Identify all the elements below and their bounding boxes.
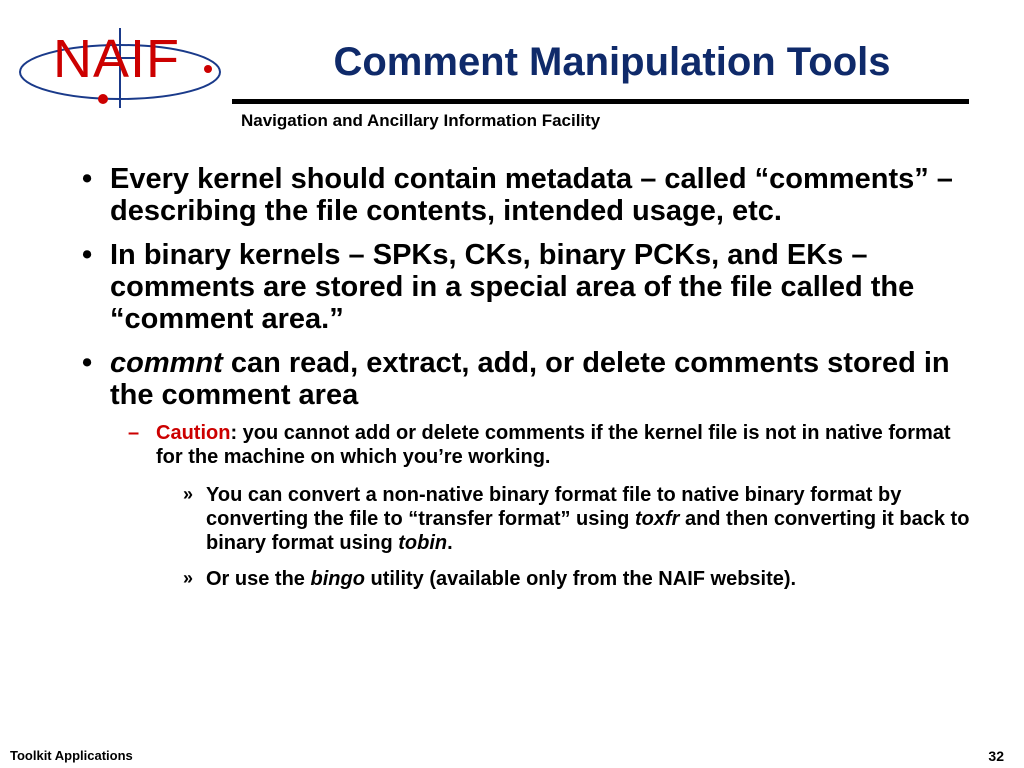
sub-bullet-item <box>70 421 970 469</box>
bullet-marker: • <box>82 239 93 271</box>
slide-content <box>70 163 970 603</box>
bullet-item <box>70 163 970 227</box>
organization-name: Navigation and Ancillary Information Facility <box>241 111 601 130</box>
bullet-text: can read, extract, add, or delete comments stored in the comment area <box>110 347 950 411</box>
sub-sub-bullet-marker: » <box>183 484 194 504</box>
bullet-marker: • <box>82 163 93 195</box>
title-divider <box>232 99 969 104</box>
command-name: tobin <box>398 532 448 554</box>
logo-text: NAIF <box>53 29 181 89</box>
caution-label: Caution <box>156 422 231 444</box>
bullet-text: In binary kernels – SPKs, CKs, binary PCKs, and EKs – comments are stored in a special area of the file called the “comment area.” <box>110 239 915 335</box>
text-part: Or use the <box>206 568 311 590</box>
text-part: You can convert a non-native binary format file to native binary format by converting the file to “transfer format” using <box>206 484 902 530</box>
command-name: commnt <box>110 347 223 379</box>
sub-sub-bullet-item <box>70 567 970 591</box>
bullet-marker: • <box>82 347 93 379</box>
text-part: and then converting it back to binary format using <box>206 508 970 554</box>
command-name: bingo <box>310 568 365 590</box>
sub-bullet-text: : you cannot add or delete comments if the kernel file is not in native format for the machine on which you’re working. <box>156 422 951 468</box>
bullet-item <box>70 347 970 411</box>
sub-sub-bullet-marker: » <box>183 568 194 588</box>
page-number: 32 <box>988 748 1004 764</box>
sub-bullet-marker: – <box>128 422 140 444</box>
bullet-item <box>70 239 970 335</box>
footer-section-title: Toolkit Applications <box>10 748 133 763</box>
text-part: . <box>447 532 453 554</box>
sub-sub-bullet-item <box>70 483 970 555</box>
naif-logo <box>16 22 228 110</box>
text-part: utility (available only from the NAIF website). <box>364 568 797 590</box>
command-name: toxfr <box>634 508 680 530</box>
page-title: Comment Manipulation Tools <box>333 40 891 84</box>
bullet-text: Every kernel should contain metadata – called “comments” – describing the file contents, intended usage, etc. <box>110 163 953 227</box>
